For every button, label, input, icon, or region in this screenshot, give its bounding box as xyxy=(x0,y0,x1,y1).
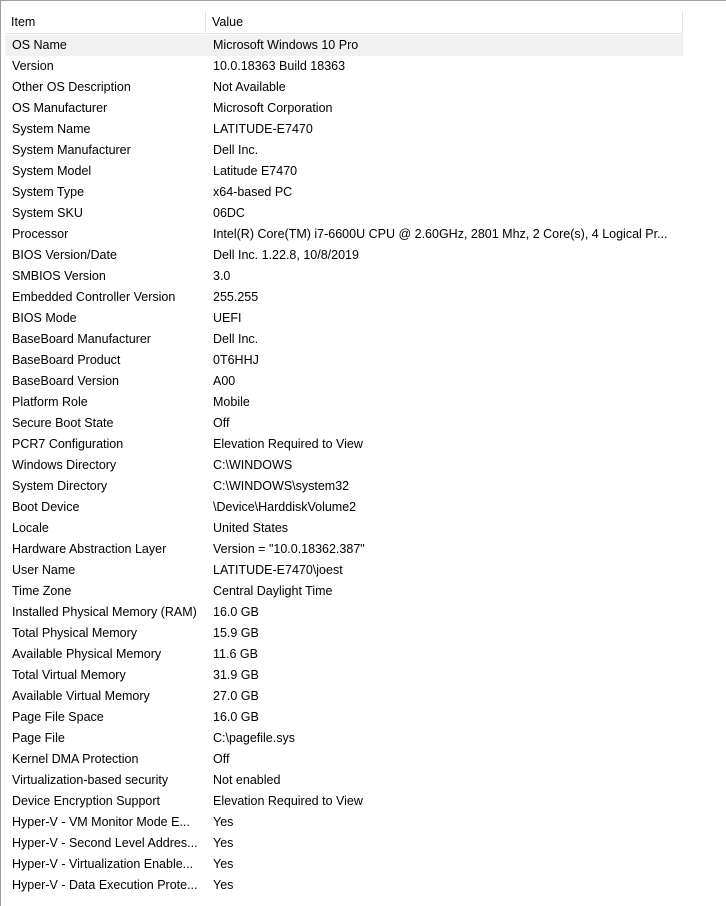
table-row[interactable] xyxy=(5,140,683,161)
row-item-cell: Locale xyxy=(12,521,49,535)
row-item-cell: Installed Physical Memory (RAM) xyxy=(12,605,197,619)
row-value-cell: Elevation Required to View xyxy=(213,437,363,451)
row-value-cell: Microsoft Corporation xyxy=(213,101,333,115)
table-row[interactable] xyxy=(5,518,683,539)
row-item-cell: User Name xyxy=(12,563,76,577)
table-row[interactable] xyxy=(5,35,683,56)
table-row[interactable] xyxy=(5,392,683,413)
table-row[interactable] xyxy=(5,77,683,98)
row-value-cell: Elevation Required to View xyxy=(213,794,363,808)
row-value-cell: Intel(R) Core(TM) i7-6600U CPU @ 2.60GHz, 2801 Mhz, 2 Core(s), 4 Logical Pr... xyxy=(213,227,668,241)
row-item-cell: OS Manufacturer xyxy=(12,101,108,115)
row-item-cell: Total Virtual Memory xyxy=(12,668,126,682)
row-value-cell: Not enabled xyxy=(213,773,281,787)
table-row[interactable] xyxy=(5,497,683,518)
table-row[interactable] xyxy=(5,266,683,287)
row-item-cell: System Model xyxy=(12,164,92,178)
row-value-cell: United States xyxy=(213,521,289,535)
table-row[interactable] xyxy=(5,371,683,392)
row-item-cell: Hyper-V - Second Level Addres... xyxy=(12,836,198,850)
table-row[interactable] xyxy=(5,644,683,665)
row-item-cell: Time Zone xyxy=(12,584,72,598)
table-row[interactable] xyxy=(5,308,683,329)
row-value-cell: \Device\HarddiskVolume2 xyxy=(213,500,357,514)
row-value-cell: Dell Inc. 1.22.8, 10/8/2019 xyxy=(213,248,359,262)
row-item-cell: BIOS Version/Date xyxy=(12,248,117,262)
table-row[interactable] xyxy=(5,119,683,140)
row-value-cell: Yes xyxy=(213,815,234,829)
row-value-cell: 31.9 GB xyxy=(213,668,259,682)
table-row[interactable] xyxy=(5,56,683,77)
row-value-cell: Latitude E7470 xyxy=(213,164,298,178)
row-item-cell: Processor xyxy=(12,227,69,241)
table-row[interactable] xyxy=(5,455,683,476)
table-row[interactable] xyxy=(5,350,683,371)
row-value-cell: UEFI xyxy=(213,311,242,325)
row-value-cell: 10.0.18363 Build 18363 xyxy=(213,59,346,73)
row-item-cell: Boot Device xyxy=(12,500,80,514)
row-value-cell: Mobile xyxy=(213,395,250,409)
row-item-cell: Hyper-V - VM Monitor Mode E... xyxy=(12,815,190,829)
row-value-cell: x64-based PC xyxy=(213,185,293,199)
row-value-cell: 0T6HHJ xyxy=(213,353,259,367)
row-value-cell: Version = "10.0.18362.387" xyxy=(213,542,365,556)
row-value-cell: Microsoft Windows 10 Pro xyxy=(213,38,359,52)
table-row[interactable] xyxy=(5,581,683,602)
table-row[interactable] xyxy=(5,203,683,224)
row-item-cell: Available Physical Memory xyxy=(12,647,162,661)
table-row[interactable] xyxy=(5,434,683,455)
table-row[interactable] xyxy=(5,98,683,119)
row-value-cell: 16.0 GB xyxy=(213,710,259,724)
table-header xyxy=(5,11,683,34)
table-row[interactable] xyxy=(5,287,683,308)
table-row[interactable] xyxy=(5,812,683,833)
column-header-value[interactable]: Value xyxy=(206,11,683,33)
row-item-cell: Windows Directory xyxy=(12,458,117,472)
row-value-cell: C:\WINDOWS xyxy=(213,458,293,472)
row-value-cell: 06DC xyxy=(213,206,245,220)
row-value-cell: Yes xyxy=(213,878,234,892)
row-item-cell: BaseBoard Product xyxy=(12,353,121,367)
table-row[interactable] xyxy=(5,476,683,497)
row-item-cell: Hyper-V - Data Execution Prote... xyxy=(12,878,198,892)
row-item-cell: Secure Boot State xyxy=(12,416,114,430)
row-item-cell: Kernel DMA Protection xyxy=(12,752,139,766)
row-value-cell: C:\pagefile.sys xyxy=(213,731,295,745)
row-value-cell: 15.9 GB xyxy=(213,626,259,640)
table-row[interactable] xyxy=(5,728,683,749)
row-value-cell: Dell Inc. xyxy=(213,332,259,346)
row-value-cell: Dell Inc. xyxy=(213,143,259,157)
table-row[interactable] xyxy=(5,560,683,581)
row-value-cell: Off xyxy=(213,752,230,766)
table-row[interactable] xyxy=(5,623,683,644)
table-row[interactable] xyxy=(5,329,683,350)
row-value-cell: Off xyxy=(213,416,230,430)
table-row[interactable] xyxy=(5,707,683,728)
row-item-cell: Hardware Abstraction Layer xyxy=(12,542,167,556)
table-row[interactable] xyxy=(5,539,683,560)
row-item-cell: Page File xyxy=(12,731,65,745)
table-row[interactable] xyxy=(5,245,683,266)
table-row[interactable] xyxy=(5,224,683,245)
table-row[interactable] xyxy=(5,791,683,812)
row-value-cell: Not Available xyxy=(213,80,286,94)
row-item-cell: PCR7 Configuration xyxy=(12,437,124,451)
row-item-cell: System SKU xyxy=(12,206,83,220)
table-row[interactable] xyxy=(5,686,683,707)
table-row[interactable] xyxy=(5,875,683,896)
table-row[interactable] xyxy=(5,833,683,854)
row-value-cell: 3.0 xyxy=(213,269,231,283)
row-value-cell: LATITUDE-E7470 xyxy=(213,122,313,136)
table-row[interactable] xyxy=(5,602,683,623)
row-item-cell: BIOS Mode xyxy=(12,311,77,325)
row-item-cell: Platform Role xyxy=(12,395,88,409)
row-value-cell: 16.0 GB xyxy=(213,605,259,619)
row-value-cell: A00 xyxy=(213,374,236,388)
row-item-cell: Available Virtual Memory xyxy=(12,689,150,703)
row-value-cell: 11.6 GB xyxy=(213,647,258,661)
row-item-cell: Embedded Controller Version xyxy=(12,290,176,304)
row-value-cell: 27.0 GB xyxy=(213,689,259,703)
table-body xyxy=(5,35,683,896)
row-item-cell: BaseBoard Manufacturer xyxy=(12,332,151,346)
table-row[interactable] xyxy=(5,161,683,182)
row-item-cell: Page File Space xyxy=(12,710,104,724)
row-item-cell: Other OS Description xyxy=(12,80,131,94)
row-item-cell: BaseBoard Version xyxy=(12,374,120,388)
row-item-cell: Version xyxy=(12,59,54,73)
row-item-cell: System Directory xyxy=(12,479,108,493)
table-row[interactable] xyxy=(5,854,683,875)
row-item-cell: System Name xyxy=(12,122,91,136)
row-item-cell: Hyper-V - Virtualization Enable... xyxy=(12,857,194,871)
row-value-cell: C:\WINDOWS\system32 xyxy=(213,479,350,493)
row-item-cell: OS Name xyxy=(12,38,67,52)
row-item-cell: Total Physical Memory xyxy=(12,626,138,640)
row-value-cell: Yes xyxy=(213,857,234,871)
row-item-cell: System Type xyxy=(12,185,85,199)
table-row[interactable] xyxy=(5,749,683,770)
row-value-cell: Central Daylight Time xyxy=(213,584,333,598)
column-header-item[interactable]: Item xyxy=(5,11,206,33)
table-row[interactable] xyxy=(5,665,683,686)
table-row[interactable] xyxy=(5,770,683,791)
row-item-cell: System Manufacturer xyxy=(12,143,131,157)
row-value-cell: 255.255 xyxy=(213,290,259,304)
table-row[interactable] xyxy=(5,182,683,203)
row-item-cell: Virtualization-based security xyxy=(12,773,169,787)
table-row[interactable] xyxy=(5,413,683,434)
row-item-cell: SMBIOS Version xyxy=(12,269,106,283)
row-item-cell: Device Encryption Support xyxy=(12,794,160,808)
row-value-cell: LATITUDE-E7470\joest xyxy=(213,563,343,577)
row-value-cell: Yes xyxy=(213,836,234,850)
